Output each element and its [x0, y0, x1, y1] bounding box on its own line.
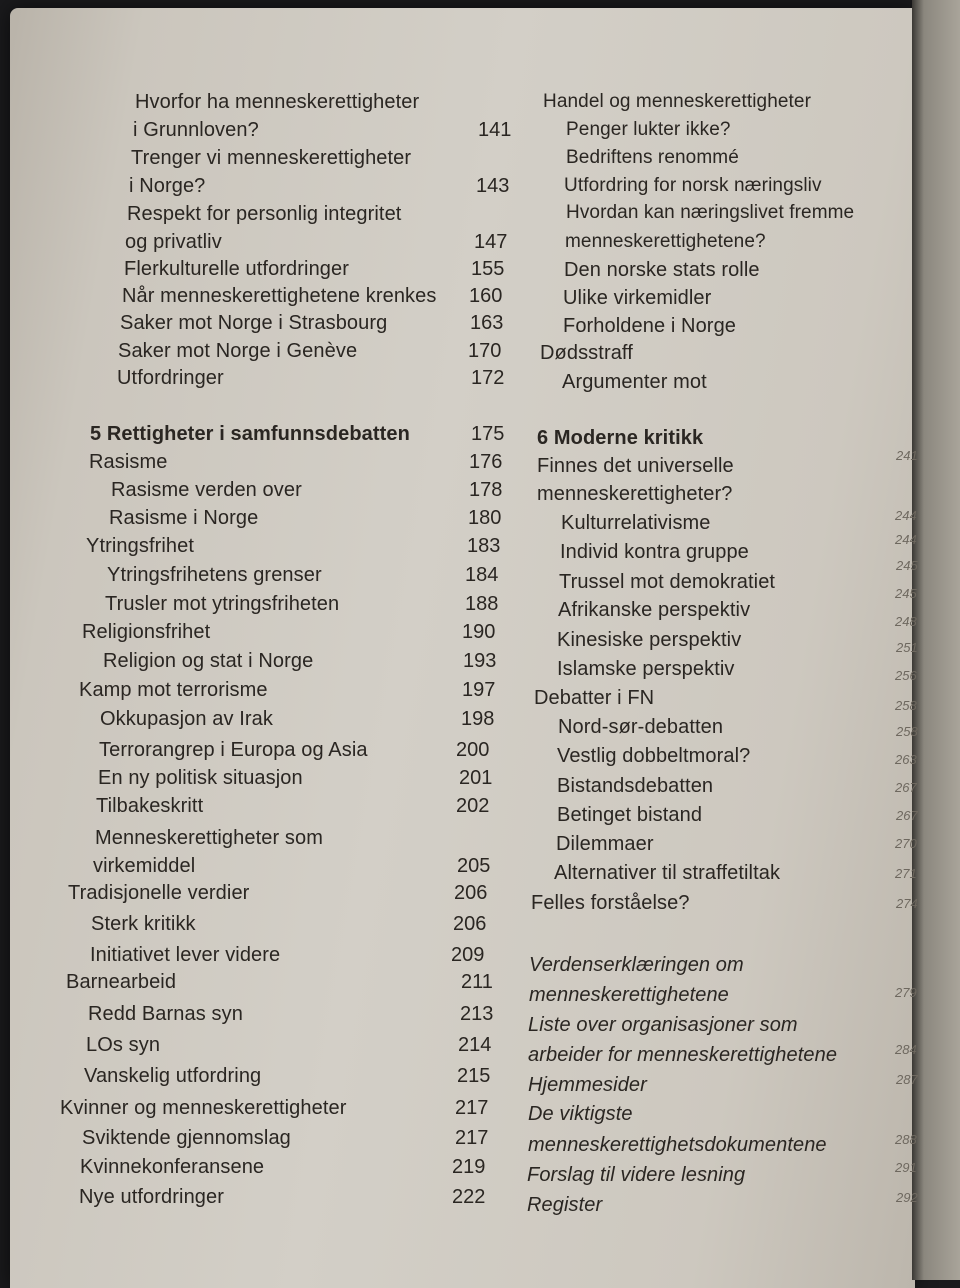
cut-off-page-number: 267 — [895, 780, 917, 795]
toc-entry: Trussel mot demokratiet — [559, 571, 776, 593]
toc-entry: Individ kontra gruppe — [560, 541, 749, 563]
cut-off-page-number: 271 — [895, 866, 917, 881]
toc-page-number: 206 — [453, 913, 487, 935]
cut-off-page-number: 258 — [895, 698, 917, 713]
toc-entry: Sviktende gjennomslag — [82, 1127, 291, 1149]
toc-entry: Islamske perspektiv — [557, 658, 735, 680]
toc-entry: virkemiddel — [93, 855, 196, 877]
toc-entry: Bistandsdebatten — [557, 775, 714, 797]
toc-entry: Saker mot Norge i Strasbourg — [120, 312, 388, 334]
appendix-entry: menneskerettighetene — [529, 984, 729, 1006]
appendix-entry: Register — [527, 1194, 603, 1216]
toc-entry: Rasisme i Norge — [109, 507, 259, 529]
toc-page-number: 155 — [471, 258, 505, 280]
cut-off-page-number: 274 — [896, 896, 918, 911]
toc-entry: menneskerettigheter? — [537, 483, 733, 505]
toc-entry: Hvorfor ha menneskerettigheter — [135, 91, 420, 113]
chapter-heading: 5 Rettigheter i samfunnsdebatten — [90, 423, 410, 445]
toc-page-number: 209 — [451, 944, 485, 966]
cut-off-page-number: 256 — [895, 668, 917, 683]
toc-page-number: 200 — [456, 739, 490, 761]
toc-entry: Handel og menneskerettigheter — [543, 91, 812, 112]
toc-entry: Religionsfrihet — [82, 621, 211, 643]
toc-entry: Argumenter mot — [562, 371, 707, 393]
toc-entry: Ulike virkemidler — [563, 287, 712, 309]
toc-page-number: 180 — [468, 507, 502, 529]
cut-off-page-number: 245 — [895, 586, 917, 601]
toc-entry: Redd Barnas syn — [88, 1003, 243, 1025]
toc-page-number: 217 — [455, 1097, 489, 1119]
toc-page-number: 206 — [454, 882, 488, 904]
cut-off-page-number: 244 — [895, 532, 917, 547]
toc-page-number: 184 — [465, 564, 499, 586]
toc-entry: menneskerettighetene? — [565, 231, 766, 252]
toc-page-number: 222 — [452, 1186, 486, 1208]
toc-page-number: 193 — [463, 650, 497, 672]
toc-entry: Flerkulturelle utfordringer — [124, 258, 350, 280]
toc-entry: Okkupasjon av Irak — [100, 708, 273, 730]
toc-page-number: 197 — [462, 679, 496, 701]
toc-entry: Ytringsfrihet — [86, 535, 195, 557]
toc-entry: og privatliv — [125, 231, 222, 253]
toc-page-number: 172 — [471, 367, 505, 389]
toc-entry: Kulturrelativisme — [561, 512, 711, 534]
toc-entry: Nord-sør-debatten — [558, 716, 724, 738]
toc-entry: i Norge? — [129, 175, 206, 197]
cut-off-page-number: 291 — [895, 1160, 917, 1175]
toc-entry: Finnes det universelle — [537, 455, 734, 477]
toc-page-number: 215 — [457, 1065, 491, 1087]
toc-entry: Sterk kritikk — [91, 913, 196, 935]
toc-entry: Saker mot Norge i Genève — [118, 340, 358, 362]
toc-entry: Rasisme — [89, 451, 168, 473]
toc-entry: En ny politisk situasjon — [98, 767, 303, 789]
toc-entry: Dilemmaer — [556, 833, 654, 855]
cut-off-page-number: 241 — [896, 448, 918, 463]
toc-page-number: 175 — [471, 423, 505, 445]
cut-off-page-number: 279 — [895, 985, 917, 1000]
toc-entry: Alternativer til straffetiltak — [554, 862, 781, 884]
cut-off-page-number: 288 — [895, 1132, 917, 1147]
toc-entry: Kvinner og menneskerettigheter — [60, 1097, 347, 1119]
toc-entry: i Grunnloven? — [133, 119, 259, 141]
toc-entry: Barnearbeid — [66, 971, 177, 993]
toc-entry: Menneskerettigheter som — [95, 827, 323, 849]
toc-entry: Afrikanske perspektiv — [558, 599, 751, 621]
cut-off-page-number: 292 — [896, 1190, 918, 1205]
toc-entry: Betinget bistand — [557, 804, 703, 826]
cut-off-page-number: 284 — [895, 1042, 917, 1057]
toc-page-number: 188 — [465, 593, 499, 615]
cut-off-page-number: 248 — [895, 614, 917, 629]
appendix-entry: menneskerettighetsdokumentene — [528, 1134, 827, 1156]
toc-entry: Utfordring for norsk næringsliv — [564, 175, 822, 196]
toc-entry: Den norske stats rolle — [564, 259, 760, 281]
toc-entry: Rasisme verden over — [111, 479, 302, 501]
toc-page-number: 141 — [478, 119, 512, 141]
toc-entry: Utfordringer — [117, 367, 224, 389]
appendix-entry: Verdenserklæringen om — [529, 954, 744, 976]
cut-off-page-number: 251 — [896, 640, 918, 655]
cut-off-page-number: 267 — [896, 808, 918, 823]
chapter-heading: 6 Moderne kritikk — [537, 427, 704, 449]
toc-entry: Når menneskerettighetene krenkes — [122, 285, 437, 307]
toc-entry: Tradisjonelle verdier — [68, 882, 250, 904]
appendix-entry: De viktigste — [528, 1103, 633, 1125]
toc-entry: Vanskelig utfordring — [84, 1065, 262, 1087]
toc-page-number: 201 — [459, 767, 493, 789]
toc-page-number: 202 — [456, 795, 490, 817]
appendix-entry: Liste over organisasjoner som — [528, 1014, 798, 1036]
toc-entry: Dødsstraff — [540, 342, 633, 364]
toc-entry: LOs syn — [86, 1034, 161, 1056]
toc-page-number: 219 — [452, 1156, 486, 1178]
cut-off-page-number: 263 — [895, 752, 917, 767]
toc-entry: Forholdene i Norge — [563, 315, 737, 337]
cut-off-page-number: 245 — [896, 558, 918, 573]
toc-page-number: 163 — [470, 312, 504, 334]
toc-page-number: 217 — [455, 1127, 489, 1149]
toc-page-number: 178 — [469, 479, 503, 501]
toc-entry: Terrorangrep i Europa og Asia — [99, 739, 368, 761]
toc-entry: Vestlig dobbeltmoral? — [557, 745, 751, 767]
toc-page-number: 214 — [458, 1034, 492, 1056]
toc-entry: Initiativet lever videre — [90, 944, 281, 966]
toc-entry: Debatter i FN — [534, 687, 655, 709]
cut-off-page-number: 287 — [896, 1072, 918, 1087]
toc-entry: Trusler mot ytringsfriheten — [105, 593, 340, 615]
toc-entry: Kinesiske perspektiv — [557, 629, 742, 651]
toc-entry: Kamp mot terrorisme — [79, 679, 268, 701]
toc-entry: Felles forståelse? — [531, 892, 690, 914]
toc-entry: Penger lukter ikke? — [566, 119, 731, 140]
book-page — [10, 8, 915, 1288]
toc-entry: Kvinnekonferansene — [80, 1156, 265, 1178]
cut-off-page-number: 270 — [895, 836, 917, 851]
toc-entry: Hvordan kan næringslivet fremme — [566, 202, 855, 223]
toc-page-number: 211 — [461, 971, 493, 993]
toc-entry: Bedriftens renommé — [566, 147, 739, 168]
toc-page-number: 176 — [469, 451, 503, 473]
toc-page-number: 170 — [468, 340, 502, 362]
appendix-entry: Hjemmesider — [528, 1074, 647, 1096]
toc-page-number: 213 — [460, 1003, 494, 1025]
toc-entry: Respekt for personlig integritet — [127, 203, 402, 225]
facing-page-edge — [912, 0, 960, 1280]
cut-off-page-number: 258 — [896, 724, 918, 739]
toc-page-number: 183 — [467, 535, 501, 557]
toc-page-number: 143 — [476, 175, 510, 197]
toc-entry: Religion og stat i Norge — [103, 650, 314, 672]
toc-entry: Nye utfordringer — [79, 1186, 224, 1208]
toc-page-number: 190 — [462, 621, 496, 643]
toc-entry: Trenger vi menneskerettigheter — [131, 147, 412, 169]
toc-page-number: 160 — [469, 285, 503, 307]
toc-entry: Tilbakeskritt — [96, 795, 204, 817]
cut-off-page-number: 244 — [895, 508, 917, 523]
toc-page-number: 198 — [461, 708, 495, 730]
appendix-entry: arbeider for menneskerettighetene — [528, 1044, 838, 1066]
toc-page-number: 147 — [474, 231, 508, 253]
toc-entry: Ytringsfrihetens grenser — [107, 564, 322, 586]
toc-page-number: 205 — [457, 855, 491, 877]
appendix-entry: Forslag til videre lesning — [527, 1164, 746, 1186]
